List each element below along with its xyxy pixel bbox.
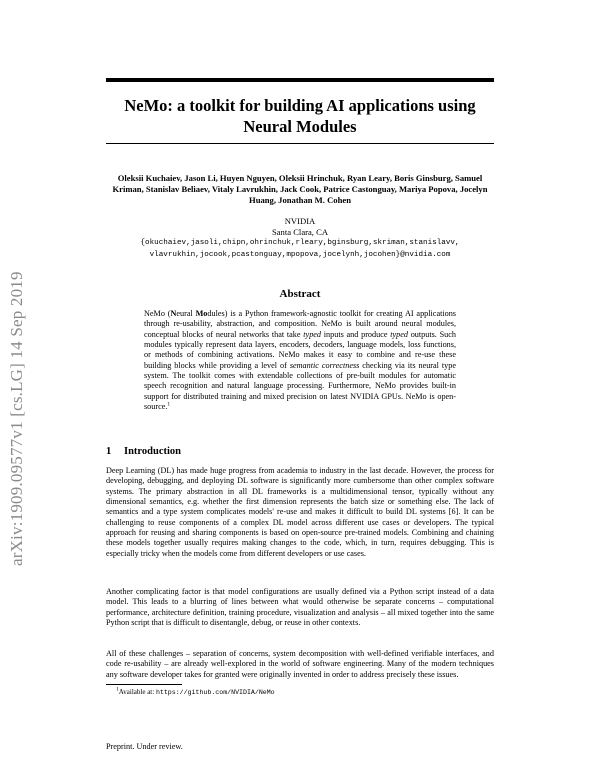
preprint-note: Preprint. Under review.: [106, 742, 183, 751]
affiliation: [106, 216, 494, 261]
intro-paragraph-3: All of these challenges – separation of concerns, system decomposition with well-defined verifiable interfaces, and code re-usability – are already well-explored in the world of software engineering. Many of the modern techniques any software developer takes for granted were originally invented in order to address precisely these issues.: [106, 649, 494, 679]
paper-title: NeMo: a toolkit for building AI applications using Neural Modules: [124, 96, 476, 136]
abstract-text: NeMo (Neural Modules) is a Python framework-agnostic toolkit for creating AI applications through re-usability, abstraction, and composition. NeMo is built around neural modules, conceptual blocks of neural networks that take typed inputs and produce typed outputs. Such modules typically represent data layers, encoders, decoders, language models, loss functions, or methods of combining activations. NeMo makes it easy to combine and re-use these building blocks while providing a level of semantic correctness checking via its neural type system. The toolkit comes with extendable collections of pre-built modules for automatic speech recognition and natural language processing. Furthermore, NeMo provides built-in support for distributed training and mixed precision on latest NVIDIA GPUs. NeMo is open-source.$^1$: [144, 309, 456, 412]
intro-paragraph-1: Deep Learning (DL) has made huge progress from academia to industry in the last decade. However, the process for developing, debugging, and deploying DL software is significantly more cumbersome than other complex software systems. The primary abstraction in all DL frameworks is a multidimensional tensor, typically without any dimensional semantics, e.g. whether the first dimension represents the batch size or something else. The lack of semantics and a type system complicates models' re-use and makes it difficult to build DL systems [6]. It can be challenging to reuse components of a complex DL model across different use cases or developers. The typical approach for reusing and sharing components is based on open-source pre-trained models. Combining and chaining these models together usually requires making changes to the code, which, in turn, requires debugging. This is especially tricky when the models come from different developers or use cases.: [106, 466, 494, 558]
arxiv-stamp: arXiv:1909.09577v1 [cs.LG] 14 Sep 2019: [7, 271, 26, 566]
footnote-rule: [106, 684, 182, 685]
footnote-ref: 1: [167, 401, 171, 408]
title-rule-top: [106, 78, 494, 82]
section-heading-introduction: 1 Introduction: [106, 446, 181, 457]
abstract-heading: Abstract: [279, 288, 321, 300]
title-rule-bottom: [106, 143, 494, 144]
affiliation-org: NVIDIA: [284, 216, 316, 226]
footnote-link[interactable]: https://github.com/NVIDIA/NeMo: [155, 689, 275, 696]
intro-paragraph-2: Another complicating factor is that model configurations are usually defined via a Python script instead of a data model. This leads to a blurring of lines between what would otherwise be separate concerns – computational performance, architecture definition, training procedure, visualization and analysis – all mixed together into the same Python script that is difficult to disentangle, debug, or reuse in other contexts.: [106, 587, 494, 628]
author-list: Oleksii Kuchaiev, Jason Li, Huyen Nguyen, Oleksii Hrinchuk, Ryan Leary, Boris Ginsburg, Samuel Kriman, Stanislav Beliaev, Vitaly Lavrukhin, Jack Cook, Patrice Castonguay, Mariya Popova, Jocelyn Huang, Jonathan M. Cohen: [112, 173, 488, 206]
affiliation-emails: {okuchaiev,jasoli,chipn,ohrinchuk,rleary,bginsburg,skriman,stanislavv, vlavrukhin,jocook,pcastonguay,mpopova,jocelynh,jocohen}@nvidia.com: [140, 239, 460, 259]
footnote: $^1$Available at: https://github.com/NVIDIA/NeMo: [116, 686, 275, 696]
affiliation-location: Santa Clara, CA: [271, 227, 329, 238]
